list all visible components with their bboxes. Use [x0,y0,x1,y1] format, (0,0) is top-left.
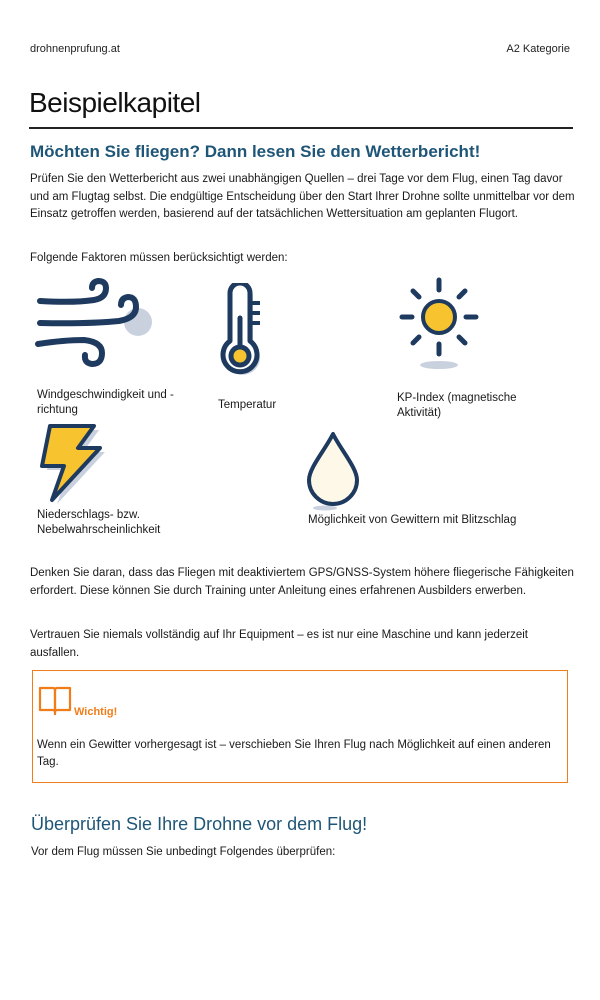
site-name: drohnenprufung.at [30,43,120,55]
weather-intro-paragraph: Prüfen Sie den Wetterbericht aus zwei unabhängigen Quellen – drei Tage vor dem Flug, einen Tag davor und am Flugtag selbst. Die endgültige Entscheidung über den Start Ihrer Drohne sollte unmittelbar vor dem Einsatz getroffen werden, basierend auf der tatsächlichen Wettersituation am geplanten Flugort. [30,173,575,220]
factor-label-precipitation: Niederschlags- bzw. Nebelwahrscheinlichkeit [37,509,161,536]
chapter-title: Beispielkapitel [29,87,201,118]
factors-intro: Folgende Faktoren müssen berücksichtigt werden: [30,252,288,264]
gps-note-paragraph: Denken Sie daran, dass das Fliegen mit deaktiviertem GPS/GNSS-System höhere fliegerische Fähigkeiten erfordert. Diese können Sie durch Training unter Anleitung eines erfahrenen Ausbilders erwerben. [30,567,574,597]
wind-icon [34,278,154,368]
title-divider [29,127,573,129]
factor-label-kp-index: KP-Index (magnetische Aktivität) [397,392,517,419]
callout-text: Wenn ein Gewitter vorhergesagt ist – verschieben Sie Ihren Flug nach Möglichkeit auf einen anderen Tag. [37,739,551,768]
thermometer-icon [214,283,270,383]
section-heading-weather: Möchten Sie fliegen? Dann lesen Sie den Wetterbericht! [30,142,481,161]
factor-label-wind: Windgeschwindigkeit und -richtung [37,389,174,416]
factor-label-temperature: Temperatur [218,399,277,411]
book-icon [38,686,72,716]
drone-check-intro: Vor dem Flug müssen Sie unbedingt Folgendes überprüfen: [31,846,336,858]
factor-label-thunderstorm: Möglichkeit von Gewittern mit Blitzschlag [308,514,517,526]
sun-icon [394,276,484,372]
category-label: A2 Kategorie [506,43,570,55]
raindrop-icon [305,430,361,512]
lightning-icon [36,422,108,504]
callout-title: Wichtig! [74,706,118,718]
section-heading-drone-check: Überprüfen Sie Ihre Drohne vor dem Flug! [31,814,368,834]
equipment-note-paragraph: Vertrauen Sie niemals vollständig auf Ihr Equipment – es ist nur eine Maschine und kann jederzeit ausfallen. [30,629,528,659]
